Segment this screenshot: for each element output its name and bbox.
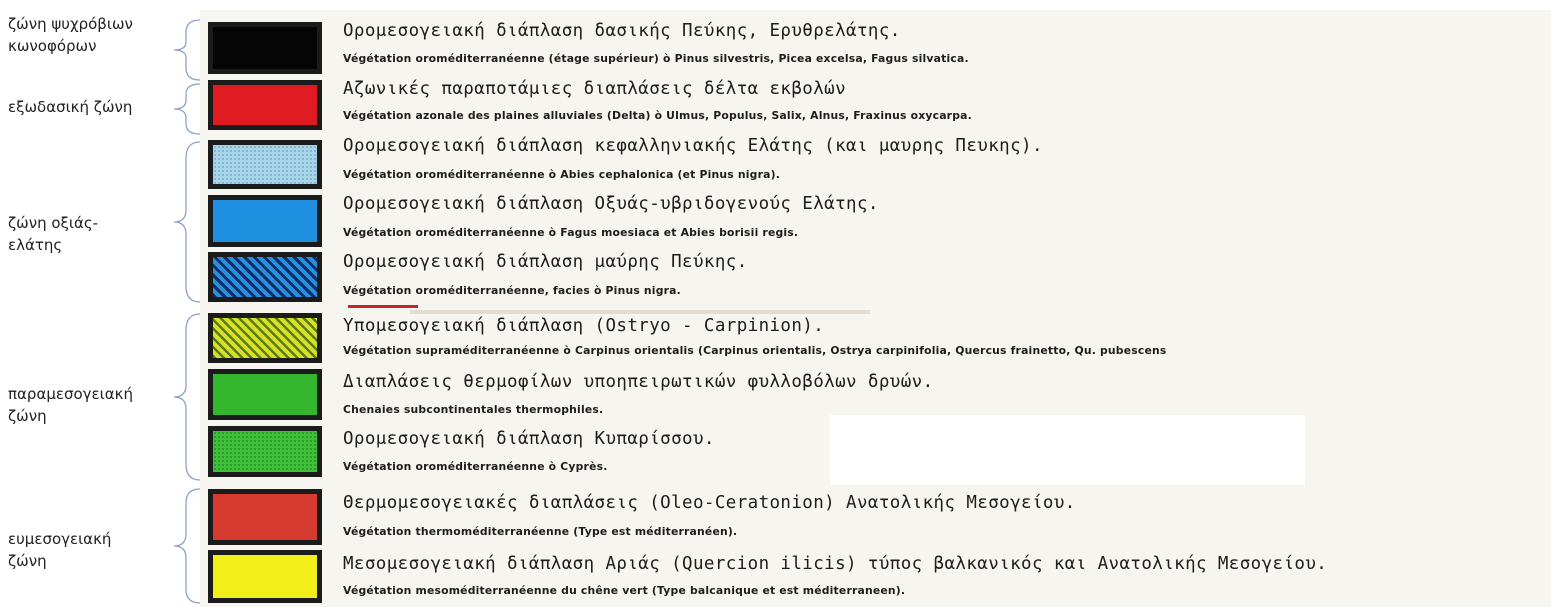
entry-title-7: Διαπλάσεις θερμοφίλων υποηπειρωτικών φυλλοβόλων δρυών.: [343, 372, 934, 392]
swatch-light-blue-dotted: [208, 140, 322, 189]
scanned-legend-sheet: [200, 10, 1551, 607]
curly-brace-icon: [160, 18, 205, 82]
swatch-fill: [213, 85, 317, 125]
swatch-black-pine-spruce: [208, 22, 322, 74]
swatch-green-thermophilous-oak: [208, 369, 322, 420]
zone-label-coniferous: ζώνη ψυχρόβιων κωνοφόρων: [8, 15, 133, 55]
entry-title-1: Ορομεσογειακή διάπλαση δασικής Πεύκης, Ερυθρελάτης.: [343, 21, 901, 41]
swatch-fill: [213, 257, 317, 297]
entry-title-8: Ορομεσογειακή διάπλαση Κυπαρίσσου.: [343, 429, 715, 449]
swatch-fill: [213, 318, 317, 358]
entry-subtitle-7: Chenaies subcontinentales thermophiles.: [343, 403, 604, 416]
entry-subtitle-2: Végétation azonale des plaines alluviales (Delta) ò Ulmus, Populus, Salix, Alnus, Fraxinus oxycarpa.: [343, 109, 972, 122]
entry-subtitle-4: Végétation oroméditerranéenne ò Fagus moesiaca et Abies borisii regis.: [343, 226, 799, 239]
zone-label-nonforest: εξωδασική ζώνη: [8, 98, 133, 116]
entry-title-5: Ορομεσογειακή διάπλαση μαύρης Πεύκης.: [343, 252, 748, 272]
zone-label-eumediterranean: ευμεσογειακή ζώνη: [8, 530, 112, 570]
swatch-red-riparian: [208, 80, 322, 130]
swatch-fill: [213, 145, 317, 184]
zone-label-paramediterranean: παραμεσογειακή ζώνη: [8, 385, 133, 425]
curly-brace-icon: [160, 140, 205, 304]
blank-patch: [830, 415, 1305, 485]
entry-subtitle-3: Végétation oroméditerranéenne ò Abies cephalonica (et Pinus nigra).: [343, 168, 781, 181]
entry-title-10: Μεσομεσογειακή διάπλαση Αριάς (Quercion ilicis) τύπος βαλκανικός και Ανατολικής Μεσογείου.: [343, 554, 1328, 574]
zone-label-beech-fir: ζώνη οξιάς- ελάτης: [8, 214, 99, 254]
entry-title-6: Υπομεσογειακή διάπλαση (Ostryo - Carpinion).: [343, 316, 825, 336]
curly-brace-icon: [160, 82, 205, 136]
entry-subtitle-10: Végétation mesoméditerranéenne du chêne vert (Type balcanique et est méditerraneen).: [343, 584, 906, 597]
swatch-blue-beech-fir: [208, 195, 322, 247]
swatch-fill: [213, 374, 317, 415]
curly-brace-icon: [160, 312, 205, 482]
swatch-fill: [213, 494, 317, 540]
swatch-blue-hatched: [208, 252, 322, 302]
swatch-red-thermomediterranean: [208, 489, 322, 545]
swatch-fill: [213, 27, 317, 69]
entry-subtitle-1: Végétation oroméditerranéenne (étage supérieur) ò Pinus silvestris, Picea excelsa, Fagus silvatica.: [343, 52, 969, 65]
swatch-yellow-mesomediterranean: [208, 550, 322, 603]
swatch-green-cypress: [208, 426, 322, 477]
swatch-yellow-green-hatched: [208, 313, 322, 363]
entry-subtitle-6: Végétation supraméditerranéenne ò Carpinus orientalis (Carpinus orientalis, Ostrya carpinifolia, Quercus frainetto, Qu. pubescens: [343, 344, 1167, 357]
entry-title-9: Θερμομεσογειακές διαπλάσεις (Oleo-Ceratonion) Ανατολικής Μεσογείου.: [343, 493, 1076, 513]
curly-brace-icon: [160, 487, 205, 605]
entry-title-3: Ορομεσογειακή διάπλαση κεφαλληνιακής Ελάτης (και μαυρης Πευκης).: [343, 136, 1043, 156]
swatch-fill: [213, 555, 317, 598]
entry-subtitle-5: Végétation oroméditerranéenne, facies ò Pinus nigra.: [343, 284, 681, 297]
entry-subtitle-9: Végétation thermoméditerranéenne (Type est méditerranéen).: [343, 525, 738, 538]
entry-title-4: Ορομεσογειακή διάπλαση Οξυάς-υβριδογενούς Ελάτης.: [343, 194, 879, 214]
entry-title-2: Αζωνικές παραποτάμιες διαπλάσεις δέλτα εκβολών: [343, 79, 847, 99]
swatch-fill: [213, 431, 317, 472]
swatch-fill: [213, 200, 317, 242]
smudged-text-line: [410, 310, 870, 314]
entry-subtitle-8: Végétation oroméditerranéenne ò Cyprès.: [343, 460, 608, 473]
red-underline-mark: [348, 305, 418, 308]
